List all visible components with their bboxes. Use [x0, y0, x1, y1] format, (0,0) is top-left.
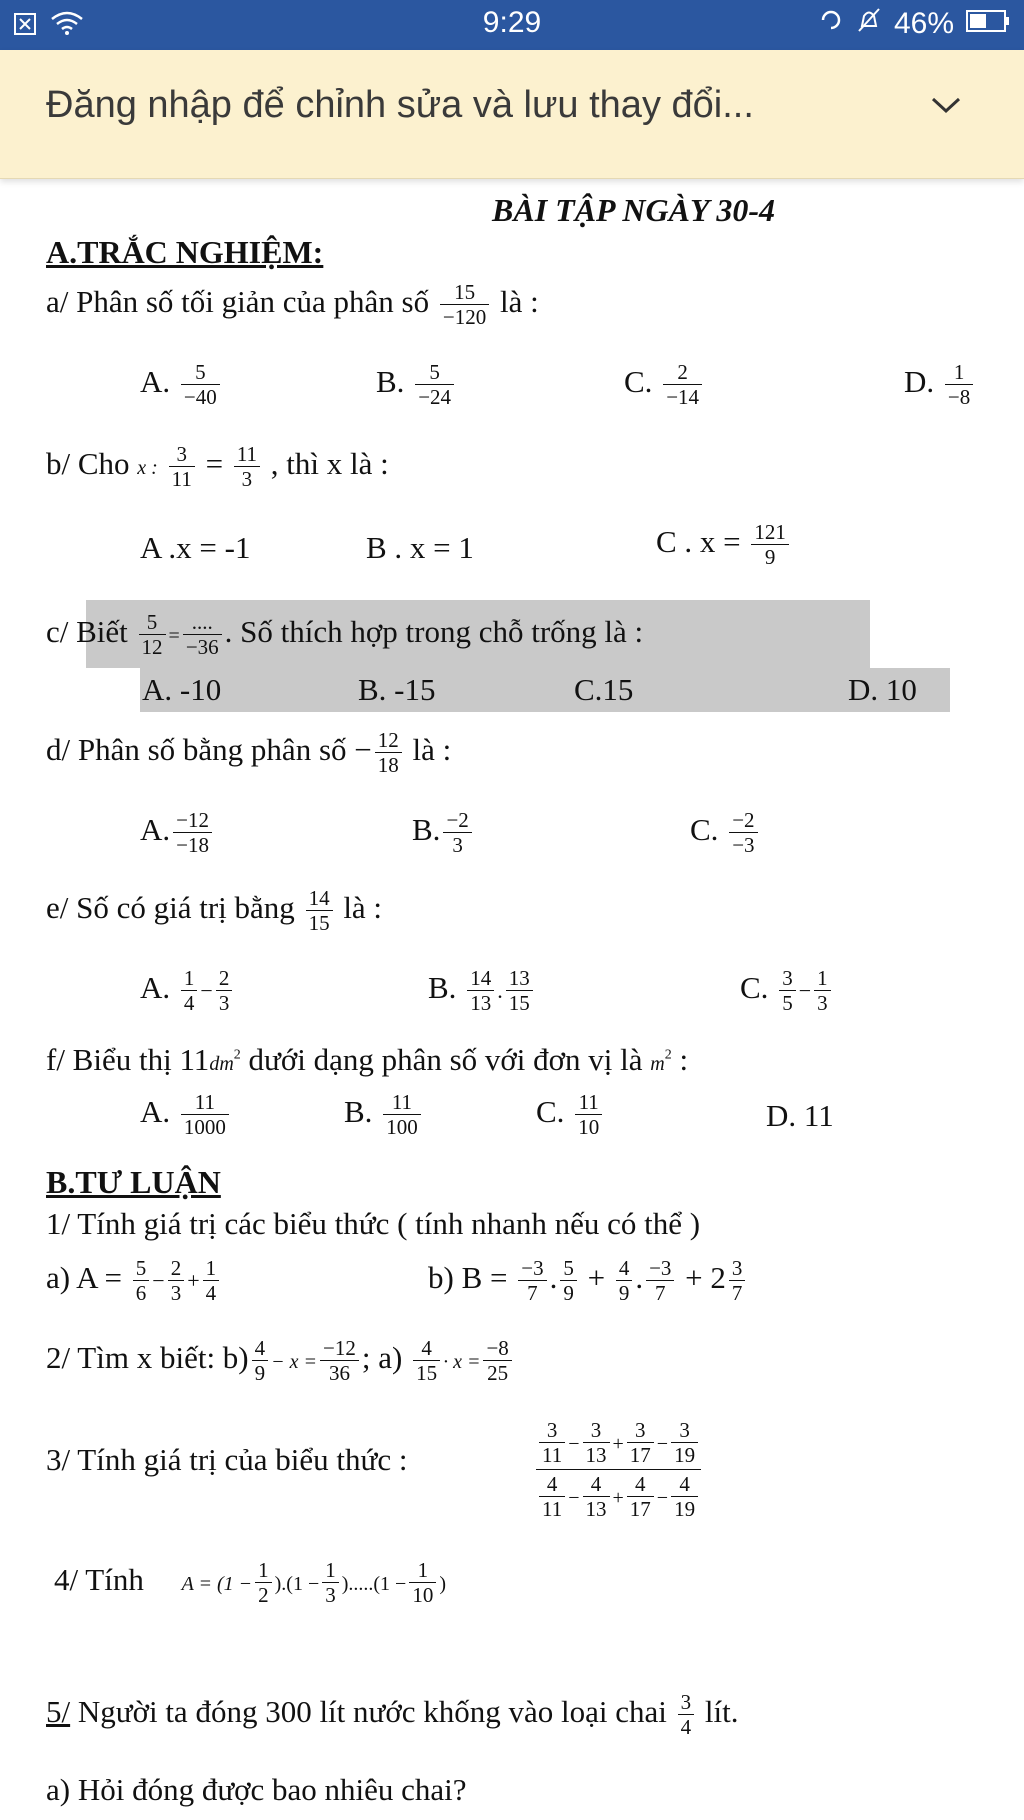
problem-2: 2/ Tìm x biết: b) $\frac{4}{9}$ − x = $\frac{-12}{36}$ ; a) $\frac{4}{15}$ · x = $\frac{-8}{25}$ — [46, 1336, 515, 1385]
doc-title: BÀI TẬP NGÀY 30-4 — [492, 192, 775, 228]
option-e-c: C. $\frac{3}{5}$ − $\frac{1}{3}$ — [740, 966, 834, 1015]
problem-4: 4/ Tính A = (1 − $\frac{1}{2}$ ).(1 − $\frac{1}{3}$ ).....(1 − $\frac{1}{10}$ ) — [54, 1558, 447, 1608]
question-c: c/ Biết $\frac{5}{12}$ = $\frac{....}{-36}$ . Số thích hợp trong chỗ trống là : — [46, 610, 644, 660]
fraction: $\frac{15}{-120}$ — [440, 280, 489, 329]
question-d: d/ Phân số bằng phân số − $\frac{12}{18}$ là : — [46, 728, 452, 778]
problem-1a: a) A = $\frac{5}{6}$ − $\frac{2}{3}$ + $\frac{1}{4}$ — [46, 1256, 222, 1305]
option-c-d: D. 10 — [848, 672, 917, 707]
question-e: e/ Số có giá trị bằng $\frac{14}{15}$ là : — [46, 886, 383, 936]
option-d-b: B. $\frac{-2}{3}$ — [412, 808, 475, 857]
chevron-down-icon[interactable] — [930, 94, 962, 121]
problem-3-expression — [536, 1418, 701, 1522]
clock: 9:29 — [482, 6, 542, 39]
option-a-c: C. $\frac{2}{-14}$ — [624, 360, 705, 409]
problem-5a: a) Hỏi đóng được bao nhiêu chai? — [46, 1772, 467, 1807]
option-c-c: C.15 — [574, 672, 634, 707]
option-b-c: C . x = $\frac{121}{9}$ — [656, 520, 792, 569]
highlight-band — [140, 668, 950, 712]
option-c-b: B. -15 — [358, 672, 436, 707]
question-a: a/ Phân số tối giản của phân số $\frac{15}{-120}$ là : — [46, 280, 539, 330]
mute-bell-icon — [856, 6, 882, 42]
option-a-d: D. $\frac{1}{-8}$ — [904, 360, 976, 409]
option-e-b: B. $\frac{14}{13}$ . $\frac{13}{15}$ — [428, 966, 536, 1015]
section-a-heading: A.TRẮC NGHIỆM: — [46, 234, 324, 270]
option-d-c: C. $\frac{-2}{-3}$ — [690, 808, 761, 857]
banner-message: Đăng nhập để chỉnh sửa và lưu thay đổi... — [46, 84, 754, 126]
question-b: b/ Cho x : $\frac{3}{11}$ = $\frac{11}{3}$ , thì x là : — [46, 442, 389, 492]
document-page — [0, 180, 1024, 1820]
problem-5: 5/ Người ta đóng 300 lít nước khống vào loại chai $\frac{3}{4}$ lít. — [46, 1690, 739, 1740]
sign-in-banner[interactable] — [0, 50, 1024, 179]
problem-3: 3/ Tính giá trị của biểu thức : — [46, 1442, 408, 1477]
option-f-b: B. $\frac{11}{100}$ — [344, 1090, 424, 1139]
question-f: f/ Biểu thị $11dm^2$ dưới dạng phân số với đơn vị là $m^2$ : — [46, 1042, 689, 1077]
option-c-a: A. -10 — [142, 672, 222, 707]
section-b-heading: B.TƯ LUẬN — [46, 1164, 221, 1200]
option-d-a: A. $\frac{-12}{-18}$ — [140, 808, 215, 857]
option-f-d: D. 11 — [766, 1098, 834, 1133]
option-a-b: B. $\frac{5}{-24}$ — [376, 360, 457, 409]
problem-1: 1/ Tính giá trị các biểu thức ( tính nhanh nếu có thể ) — [46, 1206, 701, 1241]
status-bar — [0, 0, 1024, 50]
option-b-b: B . x = 1 — [366, 530, 474, 565]
sync-icon — [818, 7, 844, 41]
option-b-a: A .x = -1 — [140, 530, 251, 565]
option-e-a: A. $\frac{1}{4}$ − $\frac{2}{3}$ — [140, 966, 235, 1015]
battery-level: 46% — [893, 7, 954, 40]
expr-numerator: $\frac{3}{11}$ − $\frac{3}{13}$ + $\frac{3}{17}$ − $\frac{3}{19}$ — [536, 1418, 701, 1470]
option-f-a: A. $\frac{11}{1000}$ — [140, 1090, 232, 1139]
option-a-a: A. $\frac{5}{-40}$ — [140, 360, 223, 409]
battery-icon — [966, 7, 1010, 41]
option-f-c: C. $\frac{11}{10}$ — [536, 1090, 605, 1139]
expr-denominator: $\frac{4}{11}$ − $\frac{4}{13}$ + $\frac{4}{17}$ − $\frac{4}{19}$ — [536, 1470, 701, 1521]
problem-1b: b) B = $\frac{-3}{7}$ . $\frac{5}{9}$ + $\frac{4}{9}$ . $\frac{-3}{7}$ + 2 $\frac{3}{7}$ — [428, 1256, 748, 1305]
